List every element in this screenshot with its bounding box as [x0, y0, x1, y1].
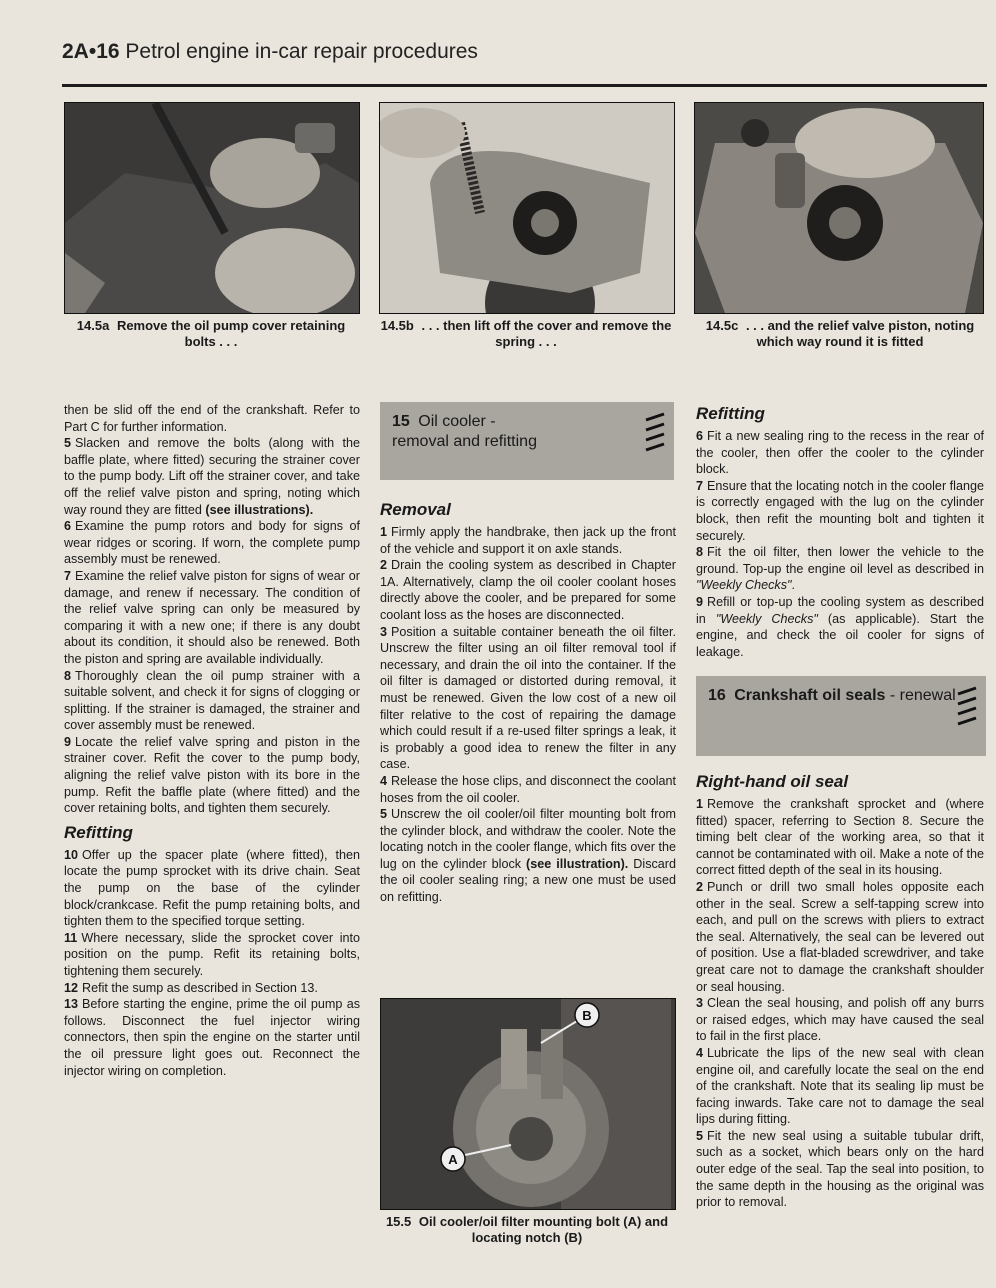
caption-number: 14.5a	[76, 318, 110, 333]
photo-14-5c	[694, 102, 984, 314]
paragraph-8: 8 Fit the oil filter, then lower the vehicle to the ground. Top-up the engine oil level as described in "Weekly Checks".	[696, 545, 984, 593]
photo-14-5a-drawing	[65, 103, 359, 313]
paragraph-13: 13 Before starting the engine, prime the oil pump as follows. Disconnect the fuel injector wiring connectors, then spin the engine on the starter until the oil pressure light goes out. Reconnect the injector wiring on completion.	[64, 997, 360, 1078]
callout-a: A	[448, 1152, 458, 1167]
header-rule	[62, 84, 987, 87]
section-16-heading	[696, 676, 986, 756]
paragraph-2: 2 Drain the cooling system as described in Chapter 1A. Alternatively, clamp the oil cooler coolant hoses directly above the cooler, and be prepared for some coolant loss as the hoses are disconnected.	[380, 558, 676, 622]
paragraph-1: 1 Firmly apply the handbrake, then jack up the front of the vehicle and support it on axle stands.	[380, 525, 676, 556]
caption-14-5c	[694, 318, 986, 350]
paragraph-7: 7 Examine the relief valve piston for signs of wear or damage, and renew if necessary. The condition of the relief valve spring can only be measured by comparing it with a new one; if there is any doubt about its condition, it should also be renewed. Both the piston and spring are available individually.	[64, 568, 360, 666]
paragraph-6: 6 Fit a new sealing ring to the recess in the rear of the cooler, then offer the cooler to the cylinder block.	[696, 429, 984, 477]
paragraph-3: 3 Clean the seal housing, and polish off any burrs or raised edges, which may have caused the seal to fail in the first place.	[696, 996, 984, 1044]
subheading-refitting: Refitting	[696, 404, 765, 423]
caption-15-5	[380, 1214, 674, 1246]
section-subtitle: removal and refitting	[392, 433, 537, 450]
paragraph-1: 1 Remove the crankshaft sprocket and (where fitted) spacer, referring to Section 8. Secure the timing belt clear of the working area, so that it cannot be contaminated with oil. Make a note of the correct fitted depth of the seal in its housing.	[696, 797, 984, 878]
paragraph-5: 5 Fit the new seal using a suitable tubular drift, such as a socket, which bears only on the hard outer edge of the seal. Tap the seal into position, to the same depth in the housing as the original was prior to removal.	[696, 1128, 984, 1210]
caption-number: 15.5	[385, 1214, 412, 1229]
caption-number: 14.5c	[705, 318, 739, 333]
subheading-refitting: Refitting	[64, 822, 133, 842]
column-3-lower	[696, 766, 984, 1211]
section-15-heading	[380, 402, 674, 480]
photo-14-5a	[64, 102, 360, 314]
caption-14-5a	[64, 318, 358, 350]
paragraph-5: 5 Unscrew the oil cooler/oil filter mounting bolt from the cylinder block, and withdraw the cooler. Note the locating notch in the cooler flange, which fits over the lug on the cylinder block (see illustration). Discard the oil cooler sealing ring; a new one must be used on refitting.	[380, 807, 676, 905]
subheading-right-hand-oil-seal: Right-hand oil seal	[696, 772, 849, 791]
column-2	[380, 494, 676, 906]
page-number: 2A•16	[62, 40, 120, 63]
spanner-rating-icon	[954, 684, 980, 734]
photo-14-5b	[379, 102, 675, 314]
paragraph-12: 12 Refit the sump as described in Section 13.	[64, 980, 318, 995]
photo-14-5b-drawing	[380, 103, 674, 313]
paragraph-9: 9 Locate the relief valve spring and piston in the strainer cover. Refit the cover to the pump body, aligning the relief valve piston with its bore in the pump. Refit the baffle plate (where fitted) and the cover retaining bolts, and tighten them securely.	[64, 734, 360, 816]
caption-text: . . . and the relief valve piston, noting which way round it is fitted	[745, 318, 975, 349]
paragraph-7: 7 Ensure that the locating notch in the cooler flange is correctly engaged with the lug on the cylinder block, then refit the mounting bolt and tighten it securely.	[696, 478, 984, 543]
section-number: 15	[392, 413, 410, 430]
paragraph-6: 6 Examine the pump rotors and body for signs of wear ridges or scoring. If worn, the complete pump assembly must be renewed.	[64, 519, 360, 567]
paragraph-10: 10 Offer up the spacer plate (where fitted), then locate the pump sprocket with its drive chain. Seat the pump on the base of the cylinder block/crankcase. Refit the pump retaining bolts, and tighten them to the specified torque setting.	[64, 847, 360, 929]
section-subtitle: - renewal	[885, 687, 956, 704]
caption-number: 14.5b	[380, 318, 414, 333]
caption-text: . . . then lift off the cover and remove the spring . . .	[421, 318, 672, 349]
photo-15-5	[380, 998, 676, 1210]
page-title: Petrol engine in-car repair procedures	[125, 40, 478, 63]
paragraph-4: 4 Lubricate the lips of the new seal with clean engine oil, and carefully locate the seal on the end of the crankshaft. Note that its sealing lip must be facing inwards. Take care not to damage the seal lips during fitting.	[696, 1045, 984, 1127]
caption-14-5b	[379, 318, 673, 350]
callout-b: B	[582, 1008, 592, 1023]
paragraph-2: 2 Punch or drill two small holes opposite each other in the seal. Screw a self-tapping screw into each, and pull on the screws with pliers to extract the seal. Alternatively, the seal can be levered out of position. Use a flat-bladed screwdriver, and take great care not to damage the crankshaft shoulder or seal housing.	[696, 879, 984, 994]
paragraph-8: 8 Thoroughly clean the oil pump strainer with a suitable solvent, and check it for signs of clogging or splitting. If the strainer is damaged, the strainer and cover assembly must be renewed.	[64, 668, 360, 733]
column-3	[696, 398, 984, 660]
paragraph-intro: then be slid off the end of the crankshaft. Refer to Part C for further information.	[64, 403, 360, 434]
section-title: Oil cooler -	[418, 413, 496, 430]
spanner-rating-icon	[642, 410, 668, 460]
paragraph-3: 3 Position a suitable container beneath the oil filter. Unscrew the filter using an oil filter removal tool if necessary, and drain the oil into the container. If the oil filter is damaged or distorted during removal, it must be renewed. Given the low cost of a new oil filter relative to the cost of repairing the damage which could result if a re-used filter springs a leak, it is probably a good idea to renew the filter in any case.	[380, 624, 676, 772]
paragraph-9: 9 Refill or top-up the cooling system as described in "Weekly Checks" (as applicable). Start the engine, and check the oil cooler for signs of leakage.	[696, 594, 984, 659]
paragraph-5: 5 Slacken and remove the bolts (along with the baffle plate, where fitted) securing the strainer cover to the pump body. Lift off the strainer cover, and take off the relief valve piston and spring, noting which way round they are fitted (see illustrations).	[64, 436, 360, 517]
column-1	[64, 402, 360, 1079]
section-title: Crankshaft oil seals	[734, 687, 886, 704]
caption-text: Remove the oil pump cover retaining bolts . . .	[116, 318, 346, 349]
section-number: 16	[708, 687, 726, 704]
subheading-removal: Removal	[380, 500, 451, 519]
photo-15-5-drawing	[381, 999, 675, 1209]
caption-text: Oil cooler/oil filter mounting bolt (A) and locating notch (B)	[418, 1214, 669, 1245]
photo-14-5c-drawing	[695, 103, 983, 313]
page-header	[62, 40, 478, 64]
paragraph-11: 11 Where necessary, slide the sprocket cover into position on the pump. Refit its retaining bolts, tightening them securely.	[64, 930, 360, 978]
paragraph-4: 4 Release the hose clips, and disconnect the coolant hoses from the oil cooler.	[380, 773, 676, 805]
